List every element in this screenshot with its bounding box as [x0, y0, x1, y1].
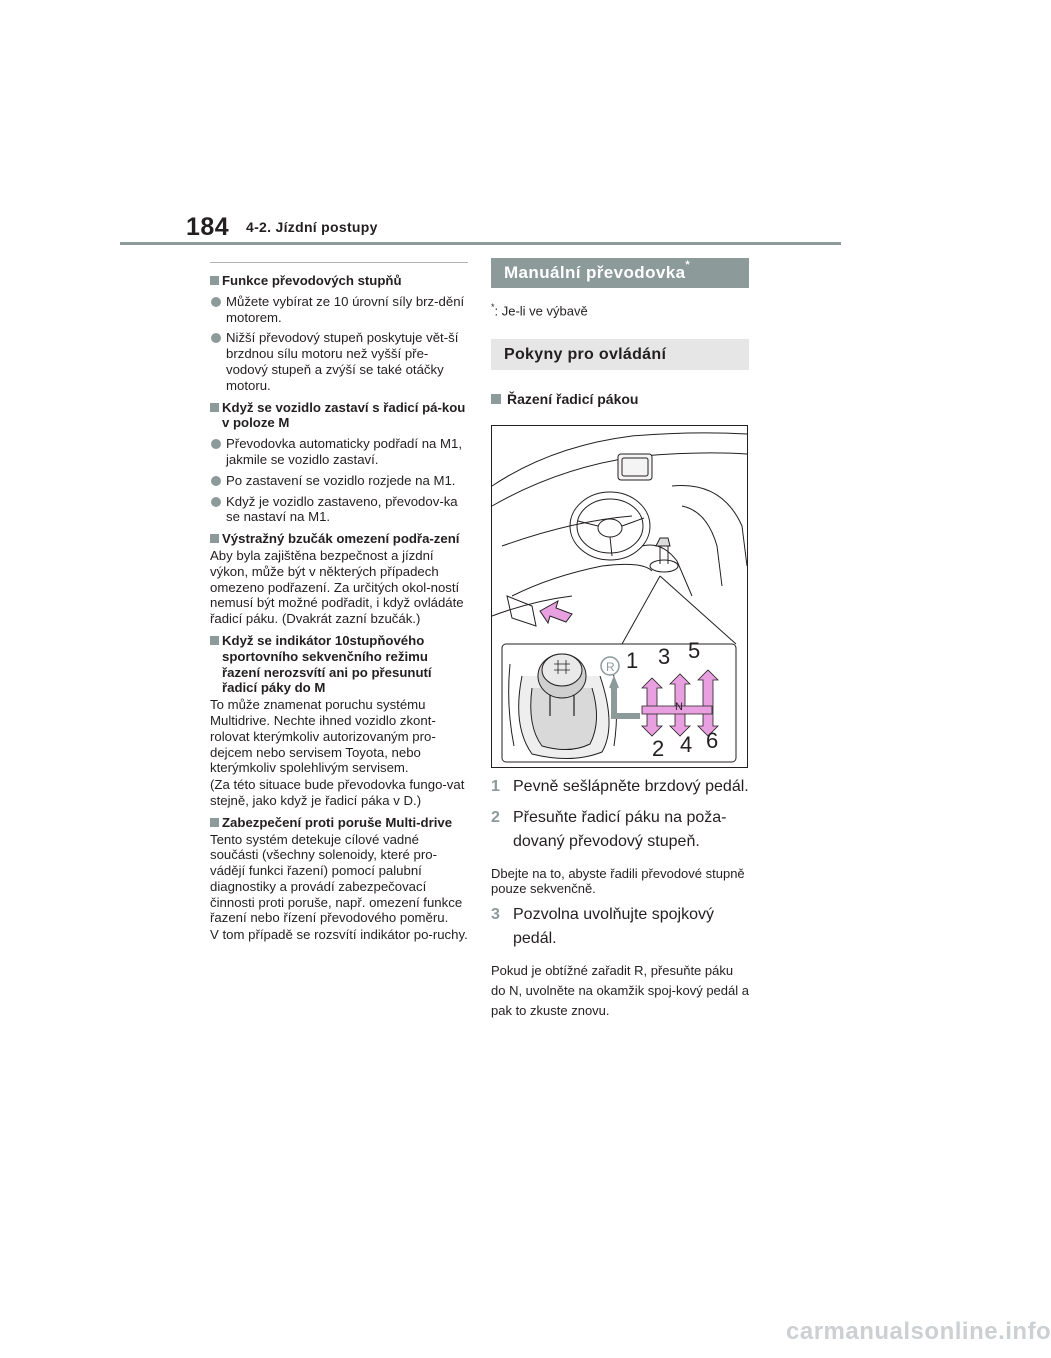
gear-label-5: 5 [688, 638, 701, 664]
left-column [210, 262, 468, 943]
bullet-item: Převodovka automaticky podřadí na M1, jakmile se vozidlo zastaví. [210, 436, 468, 468]
bullet-item: Po zastavení se vozidlo rozjede na M1. [210, 473, 468, 489]
bullet-item: Nižší převodový stupeň poskytuje vět-ší brzdnou sílu motoru než vyšší pře-vodový stupeň a zvýší se také otáčky motoru. [210, 330, 468, 393]
bullet-item: Můžete vybírat ze 10 úrovní síly brz-dění motorem. [210, 294, 468, 326]
section-title: 4-2. Jízdní postupy [246, 219, 378, 235]
watermark: carmanualsonline.info [786, 1318, 1051, 1345]
step-number: 2 [491, 809, 500, 827]
heading-shifting: Řazení řadicí pákou [491, 391, 749, 407]
asterisk-mark: * [685, 259, 691, 271]
footnote-text: : Je-li ve výbavě [494, 303, 588, 319]
footnote-mark: * [491, 302, 495, 312]
paragraph: (Za této situace bude převodovka fungo-vat stejně, jako když je řadicí páka v D.) [210, 777, 465, 808]
heading-downshift-buzzer: Výstražný bzučák omezení podřa-zení [210, 531, 468, 547]
heading-fail-safe: Zabezpečení proti poruše Multi-drive [210, 815, 468, 831]
paragraph: V tom případě se rozsvítí indikátor po-ruchy. [210, 927, 468, 943]
gear-label-r: R [606, 660, 615, 675]
gear-label-4: 4 [680, 732, 693, 758]
heading-indicator: Když se indikátor 10stupňového sportovního sekvenčního režimu řazení nerozsvítí ani po přesunutí řadicí páky do M [210, 633, 468, 696]
gear-label-n: N [675, 701, 683, 714]
paragraph: Aby byla zajištěna bezpečnost a jízdní výkon, může být v některých případech omezeno podřazení. Za určitých okol-ností nemusí být možné podřadit, i když ovládáte řadicí páku. (Dvakrát zazní bzučák.) [210, 547, 464, 627]
section-band-manual-transmission [491, 258, 749, 288]
right-column [491, 258, 749, 1021]
gear-shift-illustration [491, 425, 748, 768]
gear-label-2: 2 [652, 736, 665, 762]
gear-label-3: 3 [658, 644, 671, 670]
subsection-band-instructions: Pokyny pro ovládání [491, 339, 749, 370]
footnote [491, 302, 749, 318]
step-1 [491, 775, 749, 799]
step-2 [491, 806, 749, 854]
heading-gear-functions: Funkce převodových stupňů [210, 273, 468, 289]
step-text: Pozvolna uvolňujte spojkový pedál. [513, 906, 715, 948]
band-title: Manuální převodovka [504, 263, 686, 282]
gear-label-6: 6 [706, 728, 719, 754]
heading-stop-in-m: Když se vozidlo zastaví s řadicí pá-kou v poloze M [210, 400, 468, 432]
bullet-item: Když je vozidlo zastaveno, převodov-ka se nastaví na M1. [210, 494, 468, 526]
paragraph: To může znamenat poruchu systému Multidrive. Nechte ihned vozidlo zkont-rolovat kterýmkoliv autorizovaným pro-dejcem nebo servisem Toyota, nebo kterýmkoliv spolehlivým servisem. [210, 697, 436, 776]
column-top-rule [210, 262, 468, 267]
step-number: 1 [491, 778, 500, 796]
note-sequential: Dbejte na to, abyste řadili převodové stupně pouze sekvenčně. [491, 866, 745, 897]
car-interior-drawing [492, 426, 747, 767]
step-text: Přesuňte řadicí páku na poža-dovaný převodový stupeň. [513, 809, 727, 851]
note-reverse: Pokud je obtížné zařadit R, přesuňte páku do N, uvolněte na okamžik spoj-kový pedál a pak to zkuste znovu. [491, 963, 749, 1019]
page-number: 184 [186, 213, 230, 241]
step-number: 3 [491, 906, 500, 924]
step-text: Pevně sešlápněte brzdový pedál. [513, 778, 749, 796]
header-rule [120, 242, 841, 245]
paragraph: Tento systém detekuje cílové vadné součásti (všechny solenoidy, které pro-vádějí funkci řazení) pomocí palubní diagnostiky a provádí zabezpečovací činnosti proti poruše, např. omezení funkce řazení nebo řízení převodového poměru. [210, 831, 463, 926]
gear-label-1: 1 [626, 648, 639, 674]
step-3 [491, 903, 749, 951]
